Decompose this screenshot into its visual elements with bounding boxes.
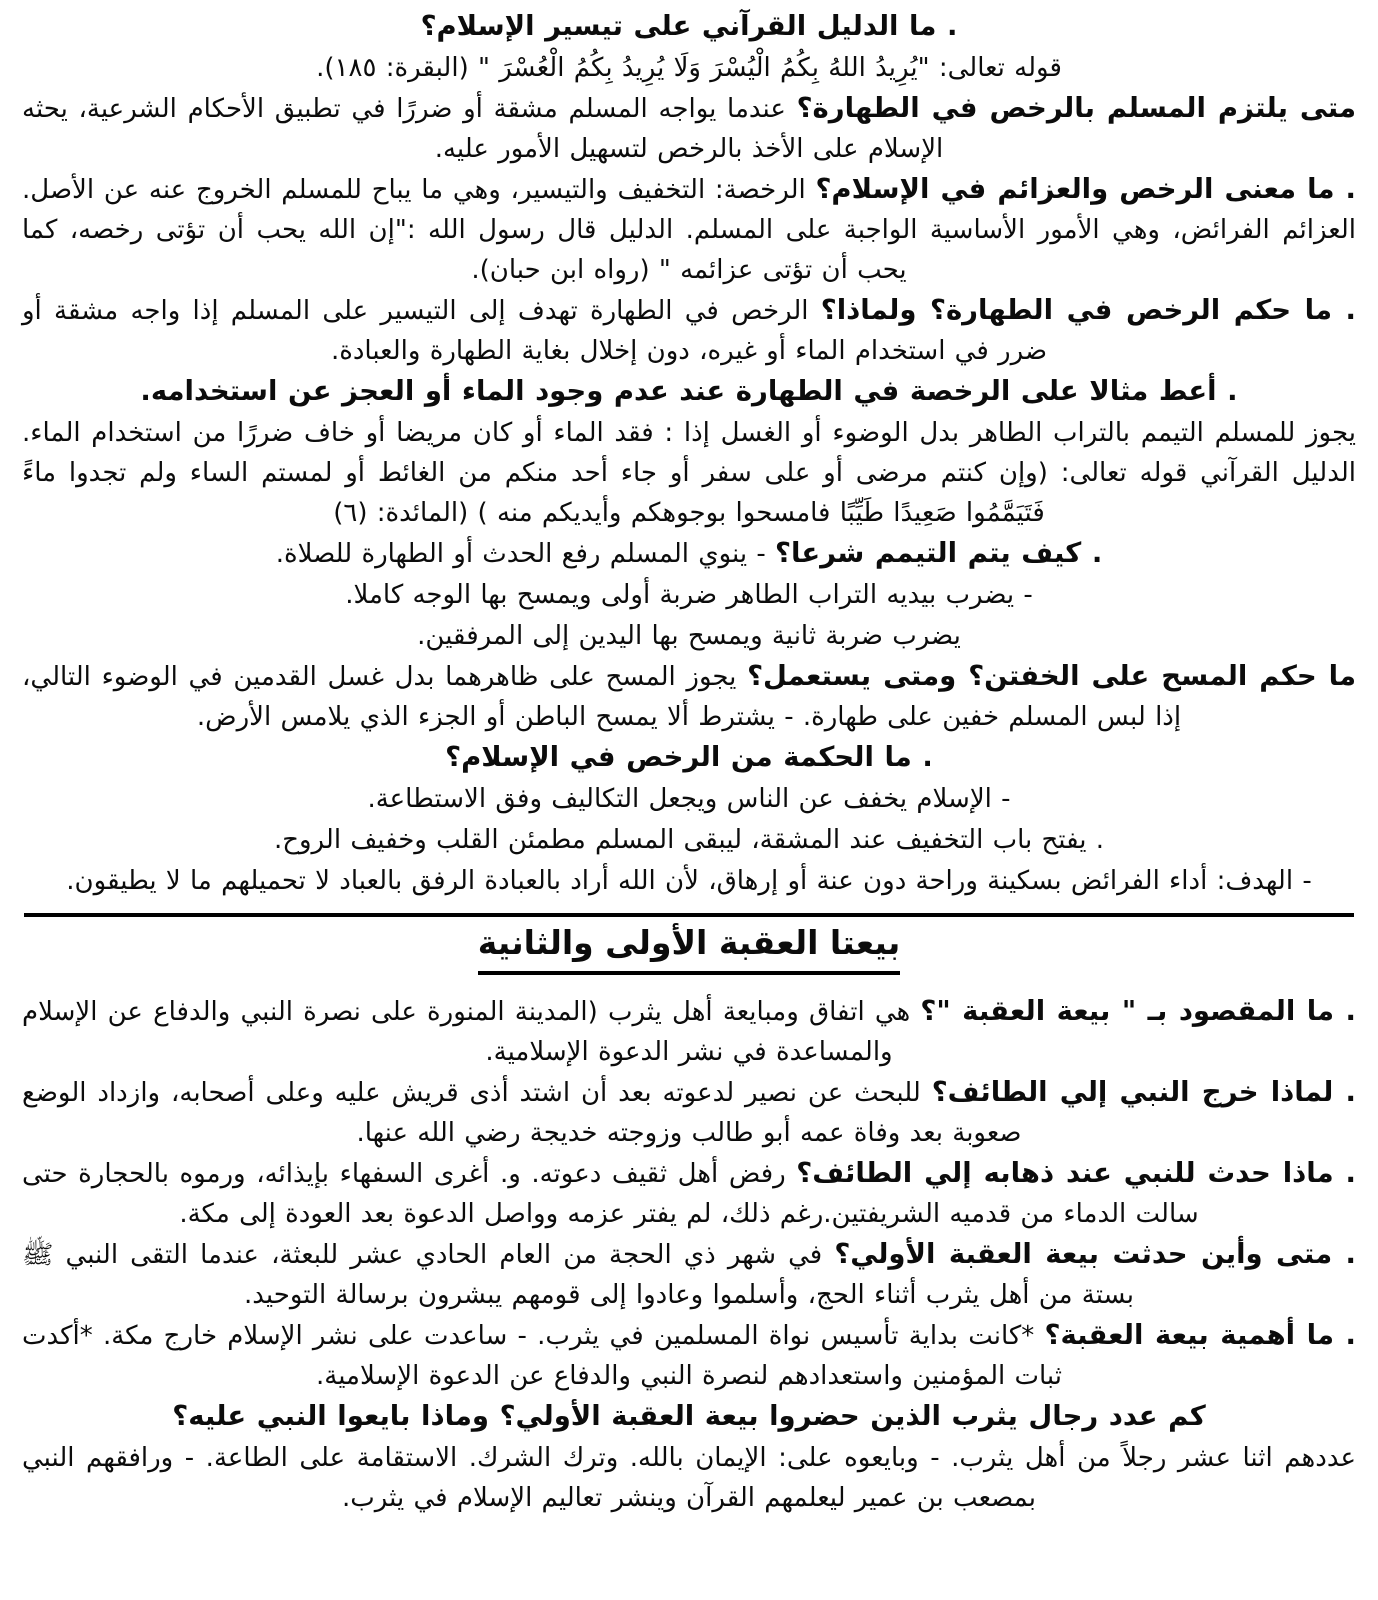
qa-paragraph bbox=[22, 574, 1356, 615]
answer-text: - الإسلام يخفف عن الناس ويجعل التكاليف وفق الاستطاعة. bbox=[367, 784, 1011, 814]
qa-paragraph bbox=[22, 6, 1356, 47]
qa-paragraph bbox=[22, 1072, 1356, 1153]
answer-text: - يضرب بيديه التراب الطاهر ضربة أولى ويمسح بها الوجه كاملا. bbox=[345, 580, 1033, 610]
question-text: . ما الحكمة من الرخص في الإسلام؟ bbox=[445, 741, 933, 773]
answer-text: للبحث عن نصير لدعوته بعد أن اشتد أذى قريش عليه وعلى أصحابه، وازداد الوضع صعوبة بعد وفاة عمه أبو طالب وزوجته خديجة رضي الله عنها. bbox=[22, 1078, 1022, 1148]
qa-paragraph bbox=[22, 819, 1356, 860]
question-text: . لماذا خرج النبي إلي الطائف؟ bbox=[931, 1076, 1356, 1108]
qa-paragraph bbox=[22, 778, 1356, 819]
answer-text: الرخصة: التخفيف والتيسير، وهي ما يباح للمسلم الخروج عنه عن الأصل. العزائم الفرائض، وهي الأمور الأساسية الواجبة على المسلم. الدليل قال رسول الله :"إن الله يحب أن تؤتى رخصه، كما يحب أن تؤتى عزائمه " (رواه ابن حبان). bbox=[22, 175, 1356, 285]
qa-paragraph bbox=[22, 1315, 1356, 1396]
question-text: . ماذا حدث للنبي عند ذهابه إلي الطائف؟ bbox=[796, 1157, 1356, 1189]
qa-paragraph bbox=[22, 615, 1356, 656]
qa-paragraph bbox=[22, 860, 1356, 901]
question-text: . ما أهمية بيعة العقبة؟ bbox=[1044, 1319, 1356, 1351]
answer-text: يجوز للمسلم التيمم بالتراب الطاهر بدل الوضوء أو الغسل إذا : فقد الماء أو كان مريضا أو خاف ضررًا من استخدام الماء. الدليل القرآني قوله تعالى: (وإن كنتم مرضى أو على سفر أو جاء أحد منكم من الغائط أو لمستم الساء ولم تجدوا ماءً فَتَيَمَّمُوا صَعِيدًا طَيِّبًا فامسحوا بوجوهكم وأيديكم منه ) (المائدة: (٦) bbox=[22, 418, 1356, 528]
qa-paragraph bbox=[22, 991, 1356, 1072]
qa-paragraph bbox=[22, 1153, 1356, 1234]
section-title bbox=[22, 923, 1356, 975]
answer-text: هي اتفاق ومبايعة أهل يثرب (المدينة المنورة على نصرة النبي والدفاع عن الإسلام والمساعدة في نشر الدعوة الإسلامية. bbox=[22, 997, 921, 1067]
answer-text: رفض أهل ثقيف دعوته. و. أغرى السفهاء بإيذائه، ورموه بالحجارة حتى سالت الدماء من قدميه الشريفتين.رغم ذلك، لم يفتر عزمه وواصل الدعوة بعد العودة إلى مكة. bbox=[22, 1159, 1199, 1229]
answer-text: عددهم اثنا عشر رجلاً من أهل يثرب. - وبايعوه على: الإيمان بالله. وترك الشرك. الاستقامة على الطاعة. - ورافقهم النبي بمصعب بن عمير ليعلمهم القرآن وينشر تعاليم الإسلام في يثرب. bbox=[22, 1443, 1356, 1513]
question-text: . كيف يتم التيمم شرعا؟ bbox=[775, 537, 1103, 569]
question-text: كم عدد رجال يثرب الذين حضروا بيعة العقبة الأولي؟ وماذا بايعوا النبي عليه؟ bbox=[172, 1400, 1206, 1432]
question-text: . متى وأين حدثت بيعة العقبة الأولي؟ bbox=[834, 1238, 1356, 1270]
answer-text: في شهر ذي الحجة من العام الحادي عشر للبعثة، عندما التقى النبي ﷺ بستة من أهل يثرب أثناء الحج، وأسلموا وعادوا إلى قومهم يبشرون برسالة التوحيد. bbox=[22, 1240, 1134, 1310]
section-divider bbox=[24, 913, 1354, 917]
qa-paragraph bbox=[22, 533, 1356, 574]
answer-text: *كانت بداية تأسيس نواة المسلمين في يثرب. - ساعدت على نشر الإسلام خارج مكة. *أكدت ثبات المؤمنين واستعدادهم لنصرة النبي والدفاع عن الدعوة الإسلامية. bbox=[22, 1321, 1063, 1391]
section-bayat-alaqaba bbox=[22, 923, 1356, 1518]
answer-text: - ينوي المسلم رفع الحدث أو الطهارة للصلاة. bbox=[275, 539, 776, 569]
question-text: . ما المقصود بـ " بيعة العقبة "؟ bbox=[920, 995, 1356, 1027]
answer-text: قوله تعالى: "يُرِيدُ اللهُ بِكُمُ الْيُسْرَ وَلَا يُرِيدُ بِكُمُ الْعُسْرَ " (البقرة: ١٨٥). bbox=[316, 53, 1062, 83]
section-title-text: بيعتا العقبة الأولى والثانية bbox=[478, 923, 901, 975]
qa-paragraph bbox=[22, 371, 1356, 412]
answer-text: - الهدف: أداء الفرائض بسكينة وراحة دون عنة أو إرهاق، لأن الله أراد بالعبادة الرفق بالعباد لا تحميلهم ما لا يطيقون. bbox=[66, 866, 1312, 896]
qa-paragraph bbox=[22, 88, 1356, 169]
qa-paragraph bbox=[22, 656, 1356, 737]
qa-paragraph bbox=[22, 47, 1356, 88]
answer-text: يضرب ضربة ثانية ويمسح بها اليدين إلى المرفقين. bbox=[417, 621, 961, 651]
answer-text: . يفتح باب التخفيف عند المشقة، ليبقى المسلم مطمئن القلب وخفيف الروح. bbox=[273, 825, 1105, 855]
qa-paragraph bbox=[22, 169, 1356, 290]
qa-paragraph bbox=[22, 737, 1356, 778]
answer-text: عندما يواجه المسلم مشقة أو ضررًا في تطبيق الأحكام الشرعية، يحثه الإسلام على الأخذ بالرخص لتسهيل الأمور عليه. bbox=[22, 94, 944, 164]
question-text: . ما معنى الرخص والعزائم في الإسلام؟ bbox=[815, 173, 1356, 205]
section-rukhas-taharah bbox=[22, 6, 1356, 901]
question-text: . أعط مثالا على الرخصة في الطهارة عند عدم وجود الماء أو العجز عن استخدامه. bbox=[140, 375, 1238, 407]
qa-paragraph bbox=[22, 290, 1356, 371]
qa-paragraph bbox=[22, 412, 1356, 533]
qa-paragraph bbox=[22, 1437, 1356, 1518]
question-text: . ما الدليل القرآني على تيسير الإسلام؟ bbox=[420, 10, 958, 42]
question-text: . ما حكم الرخص في الطهارة؟ ولماذا؟ bbox=[820, 294, 1357, 326]
question-text: متى يلتزم المسلم بالرخص في الطهارة؟ bbox=[796, 92, 1356, 124]
qa-paragraph bbox=[22, 1396, 1356, 1437]
qa-paragraph bbox=[22, 1234, 1356, 1315]
answer-text: يجوز المسح على ظاهرهما بدل غسل القدمين في الوضوء التالي، إذا لبس المسلم خفين على طهارة. - يشترط ألا يمسح الباطن أو الجزء الذي يلامس الأرض. bbox=[22, 662, 1182, 732]
answer-text: الرخص في الطهارة تهدف إلى التيسير على المسلم إذا واجه مشقة أو ضرر في استخدام الماء أو غيره، دون إخلال بغاية الطهارة والعبادة. bbox=[22, 296, 1048, 366]
question-text: ما حكم المسح على الخفتن؟ ومتى يستعمل؟ bbox=[747, 660, 1356, 692]
